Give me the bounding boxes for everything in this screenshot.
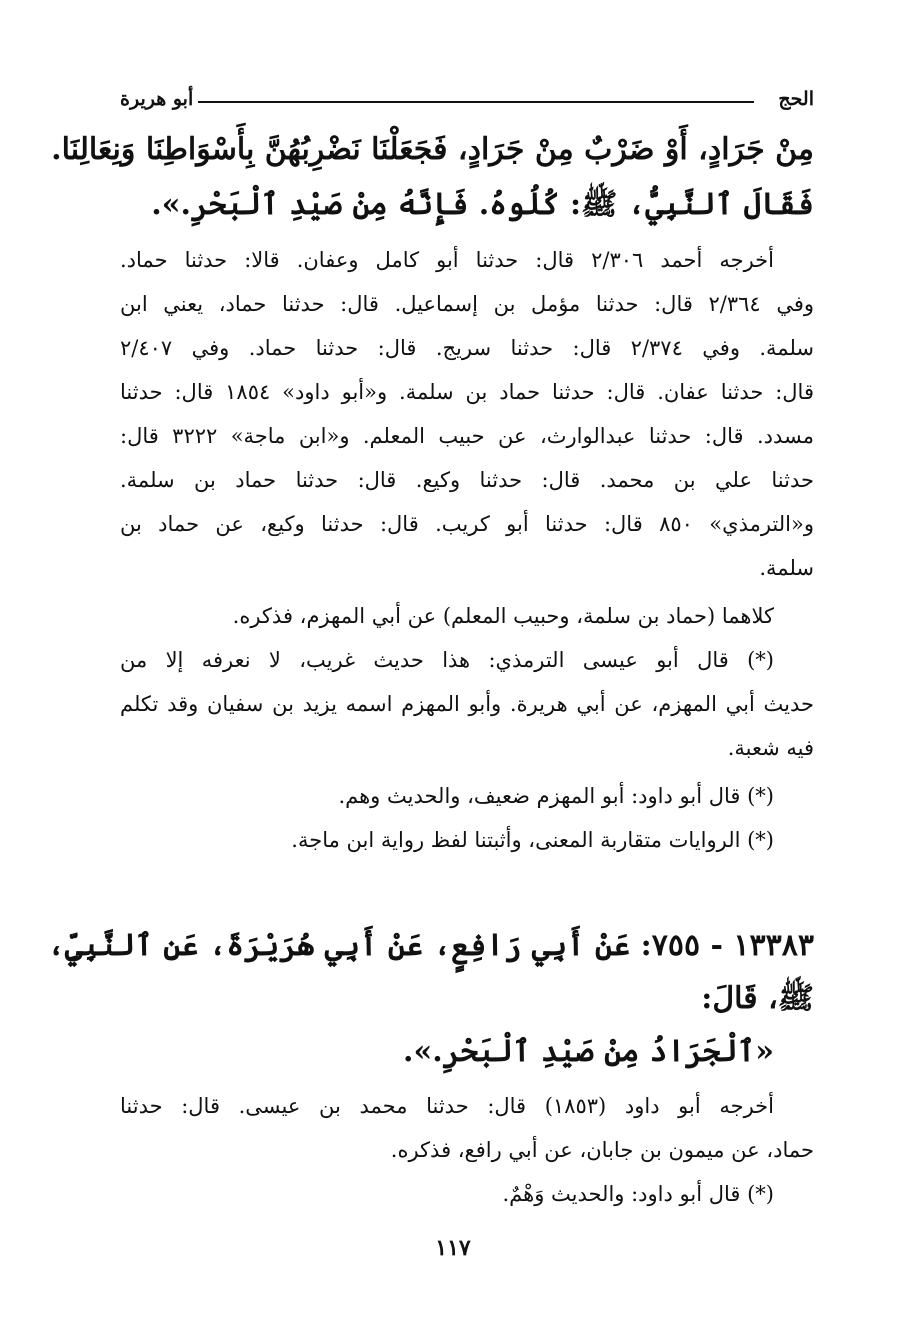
takhrij-line: حدثنا علي بن محمد. قال: حدثنا وكيع. قال: حدثنا حماد بن سلمة. (120, 468, 814, 492)
takhrij-line: و«الترمذي» ٨٥٠ قال: حدثنا أبو كريب. قال: حدثنا وكيع، عن حماد بن (120, 512, 814, 536)
tirmidhi-note-line: حديث أبي المهزم، عن أبي هريرة. وأبو المهزم اسمه يزيد بن سفيان وقد تكلم (120, 692, 814, 716)
takhrij-line: وفي ٢/٣٦٤ قال: حدثنا مؤمل بن إسماعيل. قال: حدثنا حماد، يعني ابن (120, 292, 815, 316)
hadith-text-line: فَقَالَ ٱلنَّبِيُّ، ﷺ: كُلُوهُ. فَإِنَّهُ مِنْ صَيْدِ ٱلْبَحْرِ.». (151, 187, 814, 222)
hadith-text-line: مِنْ جَرَادٍ، أَوْ ضَرْبٌ مِنْ جَرَادٍ، فَجَعَلْنَا نَضْرِبُهُنَّ بِأَسْوَاطِنَا وَنِعَالِنَا. (51, 132, 814, 167)
abu-dawud-note: (*) قال أبو داود: والحديث وَهْمٌ. (502, 1182, 774, 1206)
header-rule (198, 101, 754, 103)
hadith-heading-line: ١٣٣٨٣ - ٧٥٥: عَنْ أَبِي رَافِعٍ، عَنْ أَبِي هُرَيْرَةَ، عَنِ ٱلنَّبِيِّ، (47, 928, 814, 963)
takhrij-line: حماد، عن ميمون بن جابان، عن أبي رافع، فذكره. (390, 1138, 814, 1162)
takhrij-line: أخرجه أبو داود (١٨٥٣) قال: حدثنا محمد بن عيسى. قال: حدثنا (120, 1094, 774, 1118)
tirmidhi-note-line: فيه شعبة. (727, 736, 814, 760)
page-number: ١١٧ (435, 1235, 471, 1261)
takhrij-line: قال: حدثنا عفان. قال: حدثنا حماد بن سلمة. و«أبو داود» ١٨٥٤ قال: حدثنا (120, 380, 814, 404)
takhrij-line: سلمة. (759, 556, 814, 580)
tirmidhi-note-line: (*) قال أبو عيسى الترمذي: هذا حديث غريب، لا نعرفه إلا من (120, 648, 774, 672)
takhrij-line: أخرجه أحمد ٢/٣٠٦ قال: حدثنا أبو كامل وعفان. قالا: حدثنا حماد. (120, 248, 774, 272)
running-header (120, 88, 814, 114)
takhrij-summary: كلاهما (حماد بن سلمة، وحبيب المعلم) عن أبي المهزم، فذكره. (232, 604, 774, 628)
riwayat-note: (*) الروايات متقاربة المعنى، وأثبتنا لفظ رواية ابن ماجة. (291, 828, 774, 852)
chapter-title: الحج (778, 88, 814, 110)
takhrij-line: سلمة. وفي ٢/٣٧٤ قال: حدثنا سريج. قال: حدثنا حماد. وفي ٢/٤٠٧ (120, 336, 814, 360)
abu-dawud-note: (*) قال أبو داود: أبو المهزم ضعيف، والحديث وهم. (338, 784, 774, 808)
hadith-heading-line: ﷺ، قَالَ: (701, 981, 814, 1016)
takhrij-line: مسدد. قال: حدثنا عبدالوارث، عن حبيب المعلم. و«ابن ماجة» ٣٢٢٢ قال: (120, 424, 814, 448)
narrator-title: أبو هريرة (120, 88, 194, 110)
hadith-matn: «ٱلْجَرَادُ مِنْ صَيْدِ ٱلْبَحْرِ.». (403, 1034, 774, 1069)
